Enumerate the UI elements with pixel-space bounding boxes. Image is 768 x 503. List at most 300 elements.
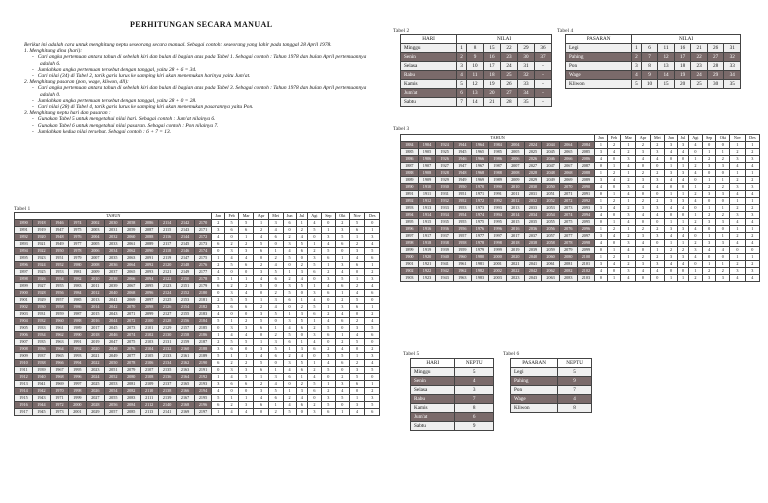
year-cell: 2011 <box>506 191 524 198</box>
value-cell: 0 <box>212 248 225 255</box>
value-cell: 6 <box>254 367 268 374</box>
year-cell: 2087 <box>577 163 595 170</box>
value-cell: 0 <box>268 360 283 367</box>
year-cell: 1977 <box>68 241 86 248</box>
year-cell: 2041 <box>524 261 542 268</box>
year-cell: 1935 <box>32 339 50 346</box>
year-cell: 1996 <box>68 374 86 381</box>
value-cell: 0 <box>677 268 688 275</box>
year-cell: 2113 <box>140 409 158 416</box>
value-cell: 5 <box>239 374 254 381</box>
value-cell: - <box>534 98 551 107</box>
value-cell: 6 <box>335 241 349 248</box>
value-cell: 1 <box>283 269 296 276</box>
year-cell: 1888 <box>401 170 419 177</box>
year-cell: 2009 <box>506 177 524 184</box>
name-cell: Legi <box>511 368 558 377</box>
value-cell: 0 <box>283 227 296 234</box>
year-cell: 2145 <box>176 241 194 248</box>
year-cell: 2055 <box>104 395 122 402</box>
year-cell: 2019 <box>506 247 524 254</box>
value-cell: 6 <box>335 283 349 290</box>
table-row <box>401 254 760 261</box>
table-row <box>411 413 494 422</box>
year-cell: 1960 <box>50 318 68 325</box>
year-cell: 2095 <box>140 283 158 290</box>
year-cell: 1906 <box>418 156 436 163</box>
value-cell: 6 <box>307 388 321 395</box>
value-cell: 28 <box>707 62 724 71</box>
year-cell: 1961 <box>50 325 68 332</box>
value-cell: 6 <box>349 381 365 388</box>
value-cell: 3 <box>745 184 759 191</box>
step-item: - Jumlahkan angka pertemuan tersebut dengan tanggal, yaitu 28 + 6 = 34. <box>24 67 380 73</box>
year-cell: 2140 <box>158 402 176 409</box>
year-cell: 1910 <box>418 184 436 191</box>
year-cell: 2133 <box>158 353 176 360</box>
year-cell: 1938 <box>32 360 50 367</box>
year-cell: 1924 <box>436 142 454 149</box>
value-cell: 3 <box>632 62 642 71</box>
year-cell: 2071 <box>559 191 577 198</box>
value-cell: 1 <box>716 261 730 268</box>
value-cell: 3 <box>595 233 607 240</box>
value-cell: 3 <box>702 240 716 247</box>
value-cell: 5 <box>268 388 283 395</box>
name-cell: Wage <box>566 71 632 80</box>
name-cell: Selasa <box>401 62 457 71</box>
year-cell: 2185 <box>194 325 212 332</box>
value-cell: 2 <box>212 262 225 269</box>
step-heading: 1. Menghitung dina (hari): <box>24 48 83 55</box>
month-header: Jun <box>283 213 296 220</box>
year-cell: 2028 <box>86 402 104 409</box>
year-cell: 2016 <box>86 318 104 325</box>
year-cell: 2072 <box>559 198 577 205</box>
value-cell: 2 <box>365 346 380 353</box>
value-cell: 4 <box>335 346 349 353</box>
year-cell: 2103 <box>140 339 158 346</box>
value-cell: 0 <box>335 402 349 409</box>
year-cell: 1897 <box>15 269 33 276</box>
value-cell: 4 <box>225 409 239 416</box>
name-cell: Pahing <box>566 53 632 62</box>
value-cell: 4 <box>730 275 745 282</box>
year-cell: 2151 <box>176 283 194 290</box>
year-cell: 2027 <box>524 163 542 170</box>
year-cell: 2097 <box>577 233 595 240</box>
value-cell: 1 <box>745 142 759 149</box>
value-cell: 8 <box>455 404 494 413</box>
value-cell: 0 <box>702 226 716 233</box>
value-cell: 5 <box>335 234 349 241</box>
value-cell: 2 <box>254 262 268 269</box>
value-cell: 5 <box>457 80 467 89</box>
year-cell: 2003 <box>86 227 104 234</box>
year-cell: 1968 <box>50 374 68 381</box>
year-cell: 2065 <box>559 149 577 156</box>
year-cell: 1895 <box>401 219 419 226</box>
year-cell: 2184 <box>194 318 212 325</box>
step-item: - Cari angka pertemuan antara tahun di sebelah kiri dan bulan di bagian atas pada Tabel 1. Sebagai contoh : Tahun 1978 dan bulan April pertemuannya adalah 6. <box>24 54 380 66</box>
year-cell: 1933 <box>32 325 50 332</box>
table5-label: Tabel 5 <box>403 351 420 357</box>
value-cell: 27 <box>500 89 517 98</box>
value-cell: 2 <box>730 233 745 240</box>
value-cell: 17 <box>483 62 500 71</box>
table3-label: Tabel 3 <box>393 126 410 132</box>
value-cell: 4 <box>457 71 467 80</box>
value-cell: 6 <box>321 255 335 262</box>
year-cell: 1988 <box>489 170 507 177</box>
year-cell: 2053 <box>542 205 560 212</box>
month-header: Okt <box>716 135 730 142</box>
value-cell: 0 <box>296 332 307 339</box>
value-cell: 0 <box>677 156 688 163</box>
year-cell: 2137 <box>158 381 176 388</box>
value-cell: 5 <box>365 367 380 374</box>
year-cell: 1889 <box>401 177 419 184</box>
name-cell: Senin <box>401 53 457 62</box>
year-cell: 2107 <box>140 367 158 374</box>
year-cell: 2101 <box>577 261 595 268</box>
year-cell: 1962 <box>50 332 68 339</box>
year-cell: 1958 <box>50 304 68 311</box>
value-cell: 1 <box>321 381 335 388</box>
year-cell: 2102 <box>140 332 158 339</box>
year-cell: 2091 <box>577 191 595 198</box>
value-cell: - <box>534 80 551 89</box>
name-cell: Selasa <box>411 386 455 395</box>
value-cell: 5 <box>349 339 365 346</box>
value-cell: 2 <box>349 283 365 290</box>
year-cell: 1940 <box>32 374 50 381</box>
year-cell: 2174 <box>194 248 212 255</box>
year-cell: 1914 <box>15 388 33 395</box>
year-cell: 1990 <box>489 184 507 191</box>
value-cell: 6 <box>225 381 239 388</box>
value-cell: 1 <box>283 346 296 353</box>
value-cell: 2 <box>745 233 759 240</box>
value-cell: 4 <box>212 269 225 276</box>
table-row <box>511 404 592 413</box>
value-cell: 0 <box>636 219 650 226</box>
value-cell: 3 <box>650 233 665 240</box>
table-row <box>401 184 760 191</box>
year-cell: 2054 <box>542 212 560 219</box>
year-cell: 1918 <box>418 240 436 247</box>
value-cell: 5 <box>632 80 642 89</box>
year-cell: 2051 <box>542 191 560 198</box>
value-cell: 5 <box>296 241 307 248</box>
year-cell: 2017 <box>86 325 104 332</box>
value-cell: 13 <box>658 62 675 71</box>
year-cell: 2042 <box>524 268 542 275</box>
value-cell: 1 <box>621 142 636 149</box>
year-cell: 2150 <box>176 276 194 283</box>
value-cell: 2 <box>239 241 254 248</box>
year-cell: 1927 <box>436 163 454 170</box>
value-cell: 0 <box>716 142 730 149</box>
year-cell: 2050 <box>104 360 122 367</box>
value-cell: 2 <box>268 409 283 416</box>
step-item: - Gunakan Tabel 5 untuk mengetahui nilai hari. Sebagai contoh : Jum'at nilainya 6. <box>24 116 380 122</box>
value-cell: 4 <box>677 149 688 156</box>
value-cell: 19 <box>483 80 500 89</box>
value-cell: 2 <box>702 156 716 163</box>
table-row <box>401 71 552 80</box>
value-cell: 3 <box>665 254 678 261</box>
year-cell: 2067 <box>559 163 577 170</box>
value-cell: 2 <box>212 220 225 227</box>
value-cell: 1 <box>365 262 380 269</box>
year-cell: 2148 <box>176 262 194 269</box>
year-cell: 1952 <box>50 262 68 269</box>
table6-label: Tabel 6 <box>503 351 520 357</box>
value-cell: 4 <box>335 388 349 395</box>
value-cell: 4 <box>632 71 642 80</box>
value-cell: 19 <box>674 71 691 80</box>
value-cell: 2 <box>621 261 636 268</box>
value-cell: 1 <box>689 212 703 219</box>
table-row <box>15 395 380 402</box>
year-cell: 1894 <box>401 212 419 219</box>
table4-label: Tabel 4 <box>557 28 574 34</box>
year-cell: 2020 <box>506 254 524 261</box>
value-cell: 6 <box>365 290 380 297</box>
value-cell: 1 <box>239 234 254 241</box>
value-cell: 3 <box>716 219 730 226</box>
value-cell: 6 <box>296 248 307 255</box>
value-cell: 1 <box>730 170 745 177</box>
value-cell: 1 <box>268 325 283 332</box>
month-header: Sep <box>321 213 335 220</box>
table-row <box>401 177 760 184</box>
year-cell: 2103 <box>577 275 595 282</box>
value-cell: 2 <box>296 227 307 234</box>
year-cell: 2087 <box>140 227 158 234</box>
value-cell: 6 <box>268 353 283 360</box>
value-cell: 6 <box>321 332 335 339</box>
value-cell: 3 <box>283 360 296 367</box>
value-cell: 3 <box>321 234 335 241</box>
value-cell: 4 <box>636 212 650 219</box>
year-cell: 2155 <box>176 311 194 318</box>
year-cell: 2033 <box>104 241 122 248</box>
year-cell: 1994 <box>68 360 86 367</box>
year-cell: 1993 <box>68 353 86 360</box>
value-cell: 2 <box>283 276 296 283</box>
value-cell: 1 <box>254 374 268 381</box>
year-cell: 1954 <box>50 276 68 283</box>
year-cell: 1979 <box>68 255 86 262</box>
year-cell: 1931 <box>32 311 50 318</box>
value-cell: 18 <box>674 62 691 71</box>
year-cell: 2041 <box>104 297 122 304</box>
year-cell: 2088 <box>140 234 158 241</box>
value-cell: 6 <box>321 290 335 297</box>
value-cell: 2 <box>321 311 335 318</box>
table-row <box>15 332 380 339</box>
value-cell: 12 <box>467 80 484 89</box>
year-cell: 2000 <box>68 402 86 409</box>
value-cell: 2 <box>745 205 759 212</box>
value-cell: 1 <box>212 374 225 381</box>
nilai-header: NILAI <box>632 35 741 44</box>
value-cell: 3 <box>621 240 636 247</box>
year-cell: 2101 <box>140 325 158 332</box>
value-cell: 26 <box>707 44 724 53</box>
value-cell: 6 <box>239 304 254 311</box>
value-cell: 4 <box>254 353 268 360</box>
value-cell: 0 <box>677 212 688 219</box>
value-cell: 10 <box>467 62 484 71</box>
year-cell: 2061 <box>122 241 140 248</box>
value-cell: 3 <box>307 332 321 339</box>
year-cell: 2173 <box>194 241 212 248</box>
year-cell: 2038 <box>104 276 122 283</box>
year-cell: 2034 <box>524 212 542 219</box>
value-cell: 6 <box>283 297 296 304</box>
year-cell: 2094 <box>140 276 158 283</box>
year-cell: 2043 <box>104 311 122 318</box>
table-row <box>511 368 592 377</box>
value-cell: 3 <box>745 156 759 163</box>
year-cell: 1959 <box>453 247 471 254</box>
year-cell: 1928 <box>32 290 50 297</box>
table-row <box>15 318 380 325</box>
value-cell: 2 <box>607 226 621 233</box>
year-cell: 2029 <box>86 409 104 416</box>
month-header: Okt <box>335 213 349 220</box>
value-cell: 3 <box>307 409 321 416</box>
year-cell: 1955 <box>50 283 68 290</box>
year-cell: 1944 <box>32 402 50 409</box>
value-cell: 0 <box>607 268 621 275</box>
month-header: Sep <box>702 135 716 142</box>
table-row <box>511 386 592 395</box>
table-row <box>566 71 741 80</box>
year-cell: 2052 <box>104 374 122 381</box>
value-cell: 2 <box>365 388 380 395</box>
value-cell: 4 <box>254 276 268 283</box>
name-cell: Sabtu <box>411 422 455 431</box>
year-cell: 2058 <box>122 220 140 227</box>
table-row <box>401 191 760 198</box>
year-cell: 1900 <box>401 254 419 261</box>
year-cell: 2089 <box>577 177 595 184</box>
table-row <box>15 269 380 276</box>
value-cell: 3 <box>621 212 636 219</box>
value-cell: 0 <box>225 269 239 276</box>
year-cell: 2142 <box>176 220 194 227</box>
year-cell: 1997 <box>489 233 507 240</box>
value-cell: 2 <box>621 233 636 240</box>
value-cell: 3 <box>268 220 283 227</box>
value-cell: 5 <box>307 262 321 269</box>
value-cell: 2 <box>607 170 621 177</box>
year-cell: 2020 <box>86 346 104 353</box>
month-header: Mei <box>268 213 283 220</box>
year-cell: 2132 <box>158 346 176 353</box>
value-cell: 0 <box>636 247 650 254</box>
year-cell: 1940 <box>436 254 454 261</box>
value-cell: 34 <box>517 89 534 98</box>
year-cell: 2048 <box>104 346 122 353</box>
value-cell: 4 <box>665 177 678 184</box>
value-cell: 0 <box>254 332 268 339</box>
doc-title: PERHITUNGAN SECARA MANUAL <box>130 20 273 29</box>
year-cell: 2071 <box>122 311 140 318</box>
value-cell: 3 <box>283 283 296 290</box>
year-cell: 2008 <box>506 170 524 177</box>
value-cell: 3 <box>677 226 688 233</box>
value-cell: 4 <box>621 247 636 254</box>
year-cell: 1946 <box>453 156 471 163</box>
value-cell: 0 <box>268 241 283 248</box>
value-cell: 2 <box>268 332 283 339</box>
name-cell: Jum'at <box>401 89 457 98</box>
value-cell: 6 <box>349 304 365 311</box>
year-cell: 1989 <box>489 177 507 184</box>
year-cell: 2192 <box>194 374 212 381</box>
value-cell: 1 <box>239 276 254 283</box>
value-cell: 1 <box>665 275 678 282</box>
value-cell: 1 <box>365 304 380 311</box>
value-cell: 4 <box>677 177 688 184</box>
value-cell: 3 <box>335 381 349 388</box>
value-cell: 4 <box>607 233 621 240</box>
year-cell: 1893 <box>401 205 419 212</box>
value-cell: 4 <box>636 268 650 275</box>
value-cell: 6 <box>254 402 268 409</box>
value-cell: 0 <box>268 283 283 290</box>
value-cell: 6 <box>455 413 494 422</box>
year-cell: 1920 <box>32 234 50 241</box>
value-cell: 2 <box>621 177 636 184</box>
step-heading: 2. Menghitung pasaran (pon, wage, kliwon, dll): <box>24 79 129 86</box>
year-cell: 2014 <box>506 212 524 219</box>
value-cell: 3 <box>296 311 307 318</box>
neptu-header: NEPTU <box>558 359 592 368</box>
value-cell: 3 <box>702 163 716 170</box>
year-cell: 2083 <box>122 395 140 402</box>
value-cell: 3 <box>677 198 688 205</box>
value-cell: 0 <box>283 262 296 269</box>
value-cell: 2 <box>745 261 759 268</box>
value-cell: 2 <box>621 205 636 212</box>
value-cell: 1 <box>607 219 621 226</box>
value-cell: 1 <box>677 191 688 198</box>
value-cell: 3 <box>335 262 349 269</box>
year-cell: 1965 <box>50 353 68 360</box>
year-cell: 2085 <box>577 149 595 156</box>
year-cell: 2054 <box>104 388 122 395</box>
year-cell: 2021 <box>86 353 104 360</box>
value-cell: 0 <box>225 388 239 395</box>
year-cell: 2178 <box>194 276 212 283</box>
year-cell: 2157 <box>176 325 194 332</box>
table-row <box>15 367 380 374</box>
value-cell: 5 <box>239 220 254 227</box>
value-cell: 0 <box>716 170 730 177</box>
year-cell: 2097 <box>140 297 158 304</box>
year-cell: 2134 <box>158 360 176 367</box>
year-cell: 2191 <box>194 367 212 374</box>
value-cell: 4 <box>745 219 759 226</box>
year-cell: 2160 <box>176 346 194 353</box>
value-cell: 4 <box>621 163 636 170</box>
